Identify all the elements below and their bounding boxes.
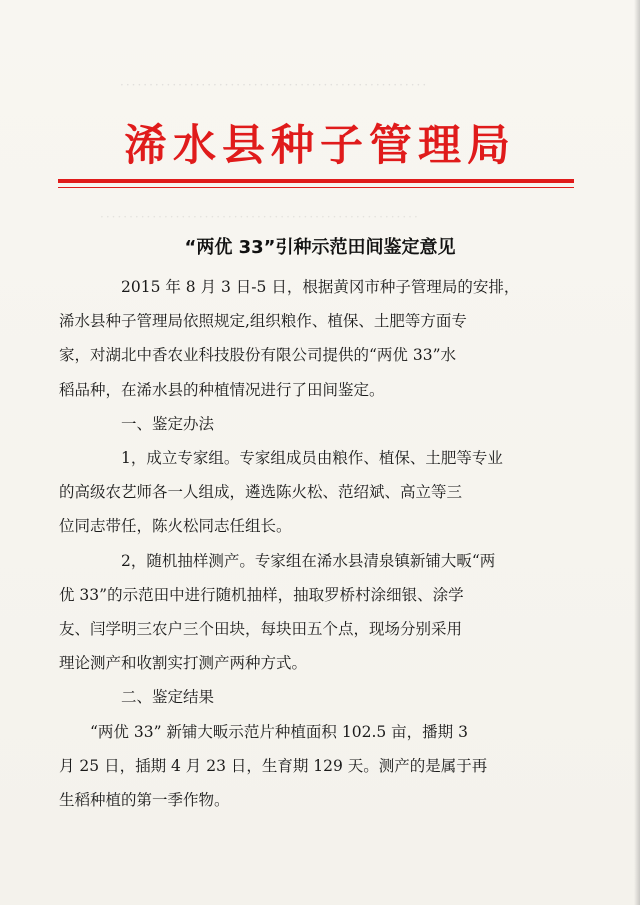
text-line: 浠水县种子管理局依照规定,组织粮作、植保、土肥等方面专 [59,312,467,331]
text-line: 友、闫学明三农户三个田块，每块田五个点，现场分别采用 [59,620,463,639]
text-line: “两优 33” 新铺大畈示范片种植面积 102.5 亩，播期 3 [90,722,468,741]
page-edge-shadow [634,0,640,905]
bleed-through-text-lower: ······················································· [100,210,420,224]
document-title: “两优 33”引种示范田间鉴定意见 [184,237,456,258]
bleed-through-text: ····················································· [120,78,429,92]
text-line: 的高级农艺师各一人组成，遴选陈火松、范绍斌、高立等三 [59,483,463,502]
text-line: 理论测产和收割实打测产两种方式。 [59,654,308,673]
paragraph-sampling [59,544,560,681]
text-line: 月 25 日，插期 4 月 23 日，生育期 129 天。测产的是属于再 [59,756,488,775]
text-line: 1，成立专家组。专家组成员由粮作、植保、土肥等专业 [121,449,503,468]
heading-text: 一、鉴定办法 [121,414,215,433]
text-line: 位同志带任，陈火松同志任组长。 [59,517,292,536]
section-heading-result [90,680,560,714]
text-line: 生稻种植的第一季作物。 [59,791,230,810]
section-heading-method [90,407,560,441]
text-line: 优 33”的示范田中进行随机抽样，抽取罗桥村涂细银、涂学 [59,585,464,604]
text-line: 稻品种，在浠水县的种植情况进行了田间鉴定。 [59,380,385,399]
heading-text: 二、鉴定结果 [121,688,215,707]
paragraph-result [59,715,560,818]
letterhead-org-name: 浠水县种子管理局 [124,121,516,171]
letterhead-red-rule [58,179,574,183]
document-body [59,270,560,817]
letterhead-red-rule-thin [58,187,574,188]
paragraph-intro [59,270,560,407]
text-line: 家，对湖北中香农业科技股份有限公司提供的“两优 33”水 [59,346,457,365]
text-line: 2，随机抽样测产。专家组在浠水县清泉镇新铺大畈“两 [121,551,496,570]
paragraph-expert-group [59,441,560,544]
text-line: 2015 年 8 月 3 日-5 日，根据黄冈市种子管理局的安排， [121,278,520,296]
